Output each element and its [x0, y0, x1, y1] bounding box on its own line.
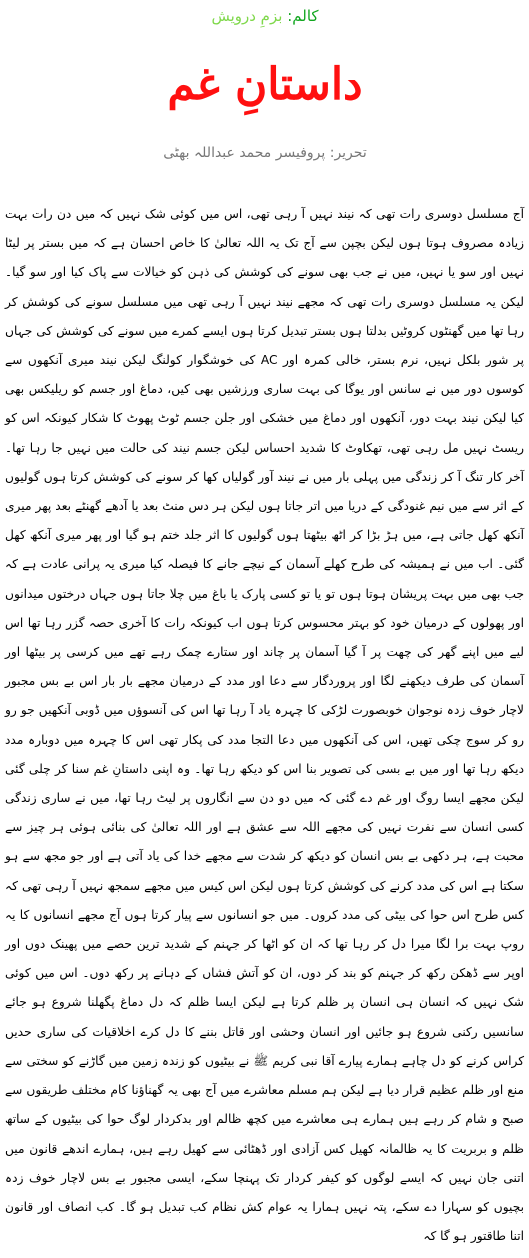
article-body [5, 200, 524, 1251]
article-body-paragraph: آج مسلسل دوسری رات تھی کہ نیند نہیں آ رہی تھی، اس میں کوئی شک نہیں کہ میں دن رات بہت زیادہ مصروف ہوتا ہوں لیکن بچپن سے آج تک یہ اللہ تعالیٰ کا خاص احسان ہے کہ میں بستر پر لیٹا نہیں اور سو یا نہیں، میں نے جب بھی سونے کی کوشش کی ذہن کو خیالات سے پاک کیا اور سو گیا۔ لیکن یہ مسلسل دوسری رات تھی کہ مجھے نیند نہیں آ رہی تھی میں مسلسل سونے کی کوشش کر رہا تھا میں گھنٹوں کروٹیں بدلتا ہوں بستر تبدیل کرتا ہوں ایسے کمرے میں سونے کی کوشش کی جہاں پر شور بلکل نہیں، نرم بستر، خالی کمرہ اور AC کی خوشگوار کولنگ لیکن نیند میری آنکھوں سے کوسوں دور میں نے سانس اور یوگا کی بہت ساری ورزشیں بھی کیں، دماغ اور جسم کو ریلیکس بھی کیا لیکن نیند بہت دور، آنکھوں اور دماغ میں خشکی اور جلن جسم ٹوٹ پھوٹ کا شکار کیونکہ اس کو ریسٹ نہیں مل رہی تھی، تھکاوٹ کا شدید احساس لیکن جسم نیند کی حالت میں نہیں جا رہا تھا۔ آخر کار تنگ آ کر زندگی میں پہلی بار میں نے نیند آور گولیاں کھا کر سونے کی کوشش کرتا ہوں گولیوں کے اثر سے میں نیم غنودگی کے دریا میں اتر جاتا ہوں لیکن ہر دس منٹ بعد یا آدھے گھنٹے بعد پھر میری آنکھ کھل جاتی ہے، میں ہڑ بڑا کر اٹھ بیٹھتا ہوں گولیوں کا اثر جلد ختم ہو گیا اور پھر میری آنکھ کھل گئی۔ اب میں نے ہمیشہ کی طرح کھلے آسمان کے نیچے جانے کا فیصلہ کیا میری یہ پرانی عادت ہے کہ جب بھی میں بہت پریشان ہوتا ہوں تو یا تو کسی پارک یا باغ میں چلا جاتا ہوں جہاں درختوں میدانوں اور پھولوں کے درمیان خود کو بہتر محسوس کرتا ہوں اب کیونکہ رات کا آخری حصہ گزر رہا تھا اس لیے میں اپنے گھر کی چھت پر آ گیا آسمان پر چاند اور ستارے چمک رہے تھے میں کرسی پر بیٹھا اور آسمان کی طرف دیکھنے لگا اور پروردگار سے دعا اور مدد کے درمیان مجھے بار بار اس بے بس مجبور لاچار خوف زدہ نوجوان خوبصورت لڑکی کا چہرہ یاد آ رہا تھا اس کی آنسوؤں میں ڈوبی آنکھیں جو رو رو کر سوج چکی تھیں، اس کی آنکھوں میں دعا التجا مدد کی پکار تھی اس کا چہرہ میں دوبارہ مدد دیکھ رہا تھا اور میں بے بسی کی تصویر بنا اس کو دیکھ رہا تھا۔ وہ اپنی داستانِ غم سنا کر چلی گئی لیکن مجھے ایسا روگ اور غم دے گئی کہ میں دو دن سے انگاروں پر لیٹ رہا تھا، میں نے ساری زندگی کسی انسان سے نفرت نہیں کی مجھے اللہ سے عشق ہے اور اللہ تعالیٰ کی بنائی ہوئی ہر چیز سے محبت ہے، ہر دکھی بے بس انسان کو دیکھ کر شدت سے مجھے خدا کی یاد آتی ہے اور جو مجھ سے ہو سکتا ہے اس کی مدد کرنے کی کوشش کرتا ہوں لیکن اس کیس میں مجھے سمجھ نہیں آ رہی تھی کہ کس طرح اس حوا کی بیٹی کی مدد کروں۔ میں جو انسانوں سے پیار کرتا ہوں آج مجھے انسانوں کا یہ روپ بہت برا لگا میرا دل کر رہا تھا کہ ان کو اٹھا کر جہنم کے شدید ترین حصے میں پھینک دوں اور اوپر سے ڈھکن رکھ کر جہنم کو بند کر دوں، ان کو آتش فشاں کے دہانے پر رکھ دوں۔ اس میں کوئی شک نہیں کہ انسان ہی انسان پر ظلم کرتا ہے لیکن ایسا ظلم کہ دل دماغ پگھلنا شروع ہو جائے سانسیں رکنی شروع ہو جائیں اور انسان وحشی اور قاتل بننے کا دل کرے اخلاقیات کی ساری حدیں کراس کرنے کو دل چاہے ہمارے پیارے آقا نبی کریم ﷺ نے بیٹیوں کو زندہ زمین میں گاڑنے کو سختی سے منع اور ظلم عظیم قرار دیا ہے لیکن ہم مسلم معاشرے میں آج بھی یہ گھناؤنا کام مختلف طریقوں سے صبح و شام کر رہے ہیں ہمارے ہی معاشرے میں کچھ ظالم اور بدکردار لوگ حوا کی بیٹیوں کے ساتھ ظلم و بربریت کا یہ ظالمانہ کھیل کس آزادی اور ڈھٹائی سے کھیل رہے ہیں، ہمارے اندھے قانون میں اتنی جان نہیں کہ ایسے لوگوں کو کیفر کردار تک پہنچا سکے، ایسی مجبور بے بس لاچار خوف زدہ بچیوں کو سہارا دے سکے، پتہ نہیں ہمارا یہ عوام کش نظام کب تبدیل ہو گا۔ کب انصاف اور قانون اتنا طاقتور ہو گا کہ [5, 207, 524, 1244]
column-label [190, 4, 340, 28]
article-byline: تحریر: پروفیسر محمد عبداللہ بھٹی [163, 145, 367, 161]
column-name: بزمِ درویش [211, 7, 283, 25]
article-title: داستانِ غم [167, 59, 363, 110]
column-label-prefix: کالم: [282, 7, 319, 25]
